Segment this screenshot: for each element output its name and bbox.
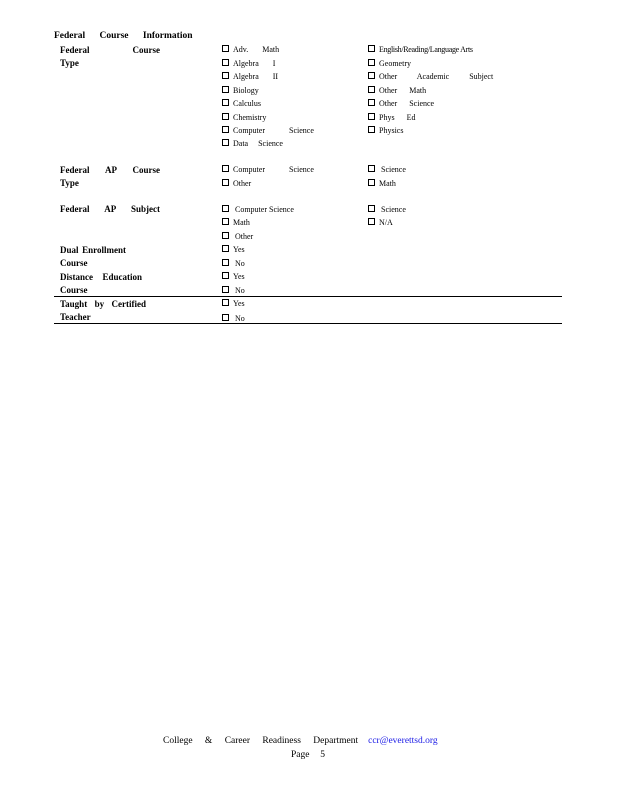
checkbox-subject-math[interactable] <box>222 218 250 228</box>
field-label-federal-ap-subject <box>60 203 160 216</box>
checkbox-phys-ed[interactable] <box>368 113 415 123</box>
checkbox-box[interactable] <box>222 299 229 306</box>
checkbox-box[interactable] <box>368 205 375 212</box>
checkbox-label: Math <box>233 218 250 227</box>
checkbox-box[interactable] <box>368 72 375 79</box>
checkbox-label: Phys Ed <box>379 112 416 122</box>
field-label-line1: Federal Course Type <box>60 45 160 68</box>
checkbox-label: Math <box>379 178 396 188</box>
field-label-line1: Taught by Certified <box>60 299 146 309</box>
checkbox-box[interactable] <box>222 232 229 239</box>
checkbox-computer-science[interactable] <box>222 126 314 136</box>
checkbox-box[interactable] <box>368 179 375 186</box>
checkbox-ap-science[interactable] <box>368 165 406 175</box>
page-label: Page <box>291 750 310 760</box>
field-label-distance-education-course <box>60 271 160 296</box>
checkbox-label: Other Science <box>379 99 435 108</box>
field-label-taught-by-certified-teacher <box>60 298 160 323</box>
checkbox-label: Science <box>381 205 406 214</box>
checkbox-label: English/Reading/Language Arts <box>379 45 473 54</box>
checkbox-label: Computer Science <box>233 126 314 135</box>
checkbox-label: No <box>235 285 245 295</box>
field-label-dual-enrollment-course <box>60 244 160 269</box>
checkbox-box[interactable] <box>368 86 375 93</box>
footer <box>163 736 438 746</box>
checkbox-box[interactable] <box>222 272 229 279</box>
checkbox-label: Computer Science <box>233 165 314 174</box>
checkbox-label: Yes <box>233 272 245 281</box>
checkbox-label: Science <box>381 165 406 174</box>
checkbox-box[interactable] <box>222 72 229 79</box>
checkbox-label: Biology <box>233 85 259 95</box>
field-label-federal-course-type <box>60 44 160 69</box>
checkbox-subject-other[interactable] <box>222 232 253 242</box>
checkbox-box[interactable] <box>222 314 229 321</box>
checkbox-box[interactable] <box>222 259 229 266</box>
checkbox-label: N/A <box>379 218 393 227</box>
checkbox-data-science[interactable] <box>222 139 283 149</box>
field-label-line1: Federal AP Course <box>60 165 160 175</box>
checkbox-box[interactable] <box>368 218 375 225</box>
checkbox-label: Physics <box>379 126 404 135</box>
field-label-line2: Teacher <box>60 311 91 322</box>
field-label-federal-ap-course-type <box>60 164 160 189</box>
field-label-line1: Federal AP Subject <box>60 204 160 214</box>
checkbox-ap-computer-science[interactable] <box>222 165 314 175</box>
checkbox-label: Yes <box>233 245 245 254</box>
checkbox-box[interactable] <box>222 99 229 106</box>
table-rule-bottom <box>54 323 562 324</box>
checkbox-algebra-1[interactable] <box>222 59 275 69</box>
checkbox-english-reading-language-arts[interactable] <box>368 45 473 55</box>
checkbox-box[interactable] <box>222 126 229 133</box>
checkbox-ap-other[interactable] <box>222 179 251 189</box>
checkbox-biology[interactable] <box>222 86 259 96</box>
footer-org: College & Career Readiness Department <box>163 736 359 746</box>
checkbox-geometry[interactable] <box>368 59 411 69</box>
checkbox-other-math[interactable] <box>368 86 426 96</box>
table-rule-top <box>54 296 562 297</box>
field-label-line1: Distance Education <box>60 272 142 282</box>
checkbox-box[interactable] <box>222 165 229 172</box>
checkbox-label: No <box>235 258 245 268</box>
checkbox-box[interactable] <box>222 139 229 146</box>
checkbox-box[interactable] <box>368 126 375 133</box>
page-number <box>291 750 325 760</box>
section-title: Federal Course Information <box>54 31 193 41</box>
checkbox-other-science[interactable] <box>368 99 434 109</box>
checkbox-label: Other Math <box>379 85 427 95</box>
checkbox-ap-math[interactable] <box>368 179 396 189</box>
checkbox-other-academic-subject[interactable] <box>368 72 493 82</box>
checkbox-calculus[interactable] <box>222 99 261 109</box>
checkbox-label: Yes <box>233 299 245 308</box>
checkbox-label: Chemistry <box>233 112 267 122</box>
checkbox-subject-science[interactable] <box>368 205 406 215</box>
checkbox-box[interactable] <box>222 179 229 186</box>
checkbox-box[interactable] <box>222 245 229 252</box>
checkbox-subject-na[interactable] <box>368 218 393 228</box>
checkbox-chemistry[interactable] <box>222 113 266 123</box>
checkbox-certified-yes[interactable] <box>222 299 245 309</box>
checkbox-label: Other <box>235 231 254 241</box>
checkbox-physics[interactable] <box>368 126 403 136</box>
field-label-line2: Course <box>60 257 88 268</box>
checkbox-label: No <box>235 314 245 323</box>
footer-email-link[interactable]: ccr@everettsd.org <box>368 736 438 746</box>
checkbox-box[interactable] <box>222 218 229 225</box>
field-label-line2: Type <box>60 177 79 188</box>
checkbox-box[interactable] <box>222 59 229 66</box>
field-label-line1: Dual Enrollment <box>60 245 126 255</box>
checkbox-dual-yes[interactable] <box>222 245 245 255</box>
checkbox-box[interactable] <box>222 286 229 293</box>
page-number-value: 5 <box>320 750 325 760</box>
checkbox-label: Algebra II <box>233 72 279 81</box>
checkbox-label: Geometry <box>379 58 411 68</box>
checkbox-subject-computer-science[interactable] <box>222 205 294 215</box>
checkbox-box[interactable] <box>222 45 229 52</box>
checkbox-box[interactable] <box>368 45 375 52</box>
checkbox-distance-no[interactable] <box>222 286 245 296</box>
checkbox-box[interactable] <box>222 205 229 212</box>
checkbox-distance-yes[interactable] <box>222 272 245 282</box>
checkbox-box[interactable] <box>222 86 229 93</box>
checkbox-adv-math[interactable] <box>222 45 279 55</box>
checkbox-label: Calculus <box>233 99 261 108</box>
checkbox-algebra-2[interactable] <box>222 72 278 82</box>
checkbox-box[interactable] <box>368 59 375 66</box>
checkbox-box[interactable] <box>222 113 229 120</box>
checkbox-label: Algebra I <box>233 58 276 68</box>
checkbox-label: Data Science <box>233 139 283 148</box>
checkbox-box[interactable] <box>368 113 375 120</box>
field-label-line2: Course <box>60 284 88 295</box>
checkbox-box[interactable] <box>368 165 375 172</box>
checkbox-label: Computer Science <box>235 205 294 214</box>
checkbox-label: Adv. Math <box>233 45 280 54</box>
checkbox-label: Other <box>233 178 252 188</box>
checkbox-box[interactable] <box>368 99 375 106</box>
checkbox-label: Other Academic Subject <box>379 72 494 81</box>
checkbox-dual-no[interactable] <box>222 259 245 269</box>
